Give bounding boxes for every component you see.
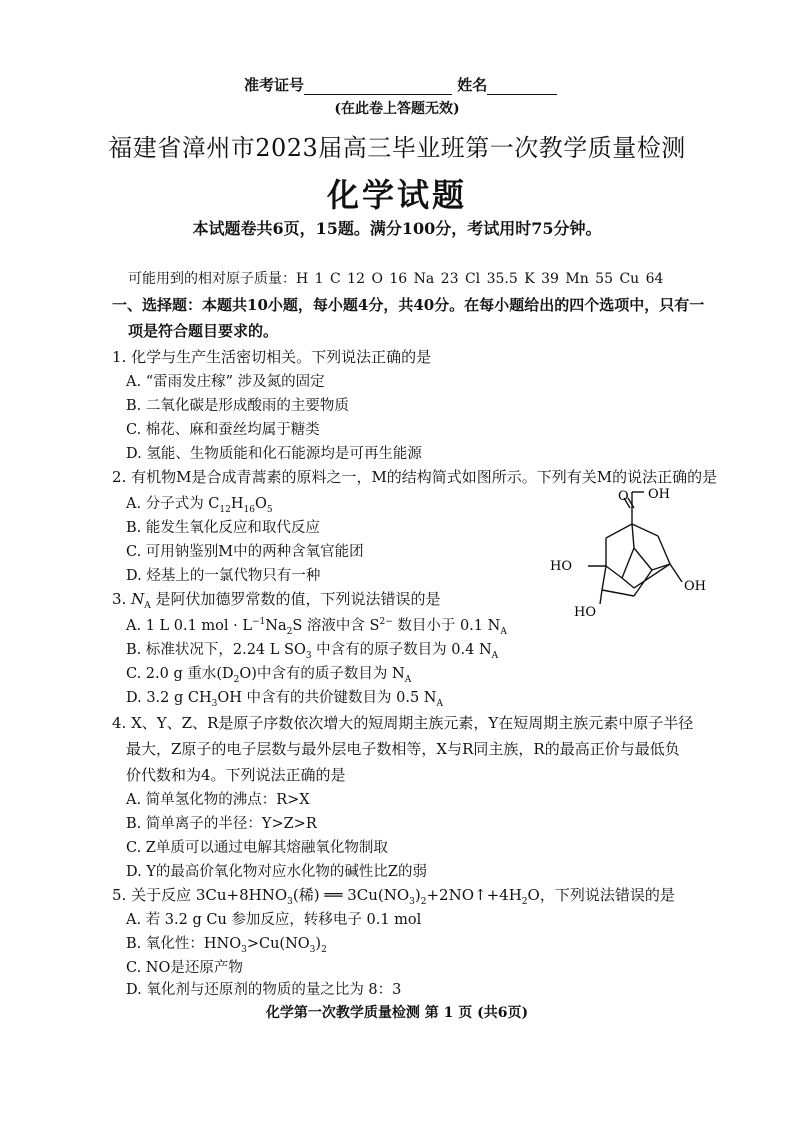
q3-option-d: D. 3.2 g $CH_3OH$ 中含有的共价键数目为 0.5 $N_A$ (126, 690, 443, 709)
section1-instructions-line1: 一、选择题：本题共10小题，每小题4分，共40分。在每小题给出的四个选项中，只有一 (112, 296, 705, 314)
q5-option-c: C. NO是还原产物 (126, 960, 243, 976)
q5-option-a: A. 若 3.2 g Cu 参加反应，转移电子 0.1 mol (126, 912, 422, 928)
hydroxyl-bottom-label: HO (574, 605, 596, 620)
invalid-answer-note: (在此卷上答题无效) (334, 101, 460, 117)
page-footer: 化学第一次教学质量检测 第 1 页 (共6页) (265, 1005, 529, 1021)
q2-molecule-structure (548, 486, 718, 626)
q2-option-d: D. 烃基上的一氯代物只有一种 (126, 568, 321, 584)
carbonyl-o-label: O (618, 489, 629, 504)
q5-option-b: B. 氧化性：$HNO_3>Cu(NO_3)_2$ (126, 936, 327, 955)
q3-option-b: B. 标准状况下，2.24 L $SO_3$ 中含有的原子数目为 0.4 $N_A$ (126, 642, 499, 661)
q2-option-b: B. 能发生氧化反应和取代反应 (126, 520, 320, 536)
q1-stem: 1. 化学与生产生活密切相关。下列说法正确的是 (112, 348, 432, 366)
atomic-masses: 可能用到的相对原子质量：H 1 C 12 O 16 Na 23 Cl 35.5 K 39 Mn 55 Cu 64 (128, 271, 664, 287)
subject-title: 化学试题 (326, 176, 467, 214)
exam-id-label: 准考证号 (244, 76, 305, 94)
q4-option-d: D. Y的最高价氧化物对应水化物的碱性比Z的弱 (126, 864, 427, 880)
q5-option-d: D. 氧化剂与还原剂的物质的量之比为 8：3 (126, 982, 402, 998)
exam-id-blank (304, 94, 452, 95)
q4-option-a: A. 简单氢化物的沸点：R>X (126, 792, 310, 808)
q2-option-c: C. 可用钠鉴别M中的两种含氧官能团 (126, 544, 364, 560)
q2-option-a: A. 分子式为 $C_{12}H_{16}O_5$ (126, 496, 273, 515)
name-blank (487, 94, 557, 95)
q2-stem: 2. 有机物M是合成青蒿素的原料之一，M的结构简式如图所示。下列有关M的说法正确的是 (112, 468, 718, 486)
name-label: 姓名 (457, 76, 488, 94)
q1-option-c: C. 棉花、麻和蚕丝均属于糖类 (126, 422, 320, 438)
q4-stem-line2: 最大，Z原子的电子层数与最外层电子数相等，X与R同主族，R的最高正价与最低负 (126, 740, 680, 758)
q3-option-c: C. 2.0 g 重水$(D_2O)$中含有的质子数目为 $N_A$ (126, 666, 412, 685)
exam-header-fields (244, 74, 557, 95)
cooh-oh-label: OH (648, 487, 670, 502)
q4-stem-line1: 4. X、Y、Z、R是原子序数依次增大的短周期主族元素，Y在短周期主族元素中原子半径 (112, 714, 694, 732)
q3-option-a: A. 1 L 0.1 mol · $L^{-1}Na_2S$ 溶液中含 $S^{2-}$ 数目小于 0.1 $N_A$ (126, 617, 507, 637)
hydroxyl-left-label: HO (550, 559, 572, 574)
q1-option-a: A. “雷雨发庄稼” 涉及氮的固定 (126, 374, 325, 390)
exam-title: 福建省漳州市2023届高三毕业班第一次教学质量检测 (108, 134, 686, 162)
q5-stem: 5. 关于反应 $3Cu+8HNO_3$(稀) ══ $3Cu(NO_3)_2+2NO↑+4H_2O$，下列说法错误的是 (112, 886, 675, 907)
hydroxyl-right-label: OH (684, 579, 706, 594)
q4-option-c: C. Z单质可以通过电解其熔融氧化物制取 (126, 840, 388, 856)
q3-stem: 3. $N_A$ 是阿伏加德罗常数的值，下列说法错误的是 (112, 590, 441, 611)
section1-instructions-line2: 项是符合题目要求的。 (128, 322, 279, 340)
exam-info: 本试题卷共6页，15题。满分100分，考试用时75分钟。 (192, 219, 602, 238)
q4-option-b: B. 简单离子的半径：Y>Z>R (126, 816, 317, 832)
q1-option-b: B. 二氧化碳是形成酸雨的主要物质 (126, 398, 349, 414)
q1-option-d: D. 氢能、生物质能和化石能源均是可再生能源 (126, 446, 422, 462)
q4-stem-line3: 价代数和为4。下列说法正确的是 (126, 766, 346, 784)
